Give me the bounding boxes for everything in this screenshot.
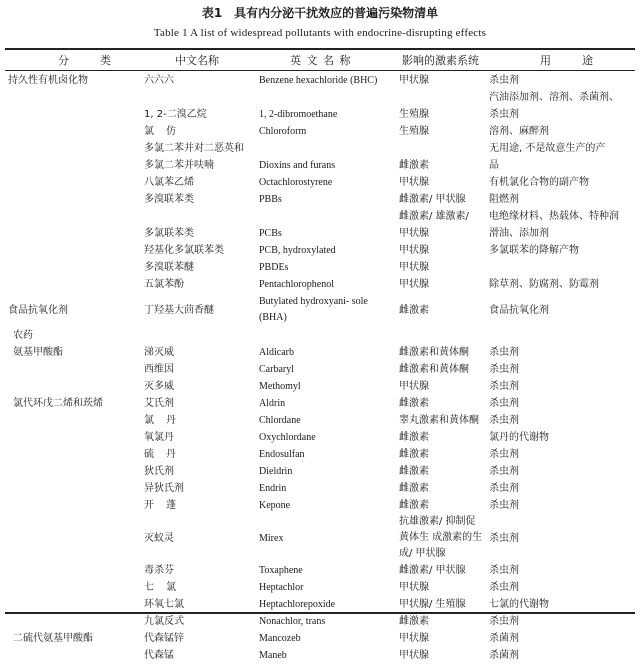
table-row bbox=[5, 191, 635, 208]
row-use: 滑油、添加剂 bbox=[489, 228, 549, 239]
row-use: 无用途, 不是故意生产的产 bbox=[489, 143, 606, 154]
row-name-en: Carbaryl bbox=[259, 364, 294, 375]
row-category bbox=[5, 140, 140, 157]
row-name-zh: 五氯苯酚 bbox=[144, 279, 184, 290]
row-use: 杀虫剂 bbox=[489, 466, 519, 477]
table-row bbox=[5, 514, 635, 562]
row-use: 杀虫剂 bbox=[489, 347, 519, 358]
row-name-en: Nonachlor, trans bbox=[259, 616, 326, 627]
row-category bbox=[5, 106, 140, 123]
row-use: 杀虫剂 bbox=[489, 398, 519, 409]
row-use: 有机氯化合物的副产物 bbox=[489, 177, 589, 188]
row-category bbox=[5, 412, 140, 429]
table-title-en: Table 1 A list of widespread pollutants with endocrine-disrupting effects bbox=[153, 27, 487, 39]
row-use: 溶剂、麻醉剂 bbox=[489, 126, 549, 137]
row-use: 杀虫剂 bbox=[489, 483, 519, 494]
row-hormone: 雌激素/ 雄激素/ bbox=[399, 211, 469, 222]
row-name-zh: 代森锰锌 bbox=[144, 633, 184, 644]
header-name-en: 英 文 名 称 bbox=[290, 54, 352, 67]
row-use: 杀菌剂 bbox=[489, 633, 519, 644]
row-hormone: 雌激素 bbox=[399, 500, 429, 511]
row-category bbox=[5, 157, 140, 174]
row-use bbox=[485, 327, 635, 344]
row-name-zh: 多溴联苯醚 bbox=[144, 262, 194, 273]
row-name-en bbox=[255, 327, 395, 344]
row-name-zh: 氯 丹 bbox=[144, 415, 177, 426]
row-category: 氨基甲酸酯 bbox=[13, 347, 63, 358]
row-category bbox=[5, 191, 140, 208]
table-row bbox=[5, 412, 635, 429]
row-name-en: 1, 2-dibromoethane bbox=[259, 109, 338, 120]
row-category bbox=[5, 429, 140, 446]
row-hormone bbox=[395, 327, 485, 344]
header-use: 用 途 bbox=[540, 54, 603, 67]
table-row bbox=[5, 72, 635, 89]
row-name-en: Heptachlor bbox=[259, 582, 304, 593]
row-hormone: 睾丸激素和黄体酮 bbox=[399, 415, 479, 426]
row-name-en: Pentachlorophenol bbox=[259, 279, 334, 290]
row-name-en: Mancozeb bbox=[259, 633, 301, 644]
row-hormone bbox=[395, 140, 485, 157]
row-use: 杀虫剂 bbox=[489, 364, 519, 375]
row-name-zh: 多氯二苯并对二恶英和 bbox=[144, 143, 244, 154]
row-name-zh: 艾氏剂 bbox=[144, 398, 174, 409]
row-name-zh: 八氯苯乙烯 bbox=[144, 177, 194, 188]
row-hormone: 甲状腺 bbox=[399, 381, 429, 392]
row-use: 阻燃剂 bbox=[489, 194, 519, 205]
table-row bbox=[5, 562, 635, 579]
row-name-en bbox=[255, 208, 395, 225]
row-category bbox=[5, 562, 140, 579]
row-name-zh: 羟基化多氯联苯类 bbox=[144, 245, 224, 256]
row-category bbox=[5, 89, 140, 106]
table-row bbox=[5, 259, 635, 276]
row-category bbox=[5, 208, 140, 225]
row-use: 杀虫剂 bbox=[489, 381, 519, 392]
row-category: 食品抗氧化剂 bbox=[8, 304, 68, 316]
table-row bbox=[5, 497, 635, 514]
row-name-en: Dioxins and furans bbox=[259, 160, 336, 171]
row-category bbox=[5, 174, 140, 191]
pollutant-table bbox=[5, 72, 635, 664]
row-name-en: Chlordane bbox=[259, 415, 301, 426]
row-name-en: Mirex bbox=[259, 532, 284, 544]
row-use bbox=[485, 259, 635, 276]
row-hormone: 甲状腺/ 生殖腺 bbox=[399, 599, 466, 610]
row-hormone: 雌激素 bbox=[399, 449, 429, 460]
row-name-zh: 硫 丹 bbox=[144, 449, 177, 460]
row-name-en bbox=[255, 140, 395, 157]
row-use: 汽油添加剂、溶剂、杀菌剂、 bbox=[489, 92, 619, 103]
row-name-en: Methomyl bbox=[259, 381, 301, 392]
row-use: 氯丹的代谢物 bbox=[489, 432, 549, 443]
table-title-zh: 表1 具有内分泌干扰效应的普遍污染物清单 bbox=[201, 6, 439, 20]
row-name-en: Butylated hydroxyani- sole (BHA) bbox=[259, 296, 368, 323]
row-use: 杀虫剂 bbox=[489, 565, 519, 576]
row-name-en: Toxaphene bbox=[259, 565, 303, 576]
row-name-zh: 七 氯 bbox=[144, 582, 177, 593]
row-hormone: 甲状腺 bbox=[399, 177, 429, 188]
row-hormone: 生殖腺 bbox=[399, 109, 429, 120]
row-category bbox=[5, 123, 140, 140]
row-hormone: 雌激素 bbox=[399, 304, 429, 316]
row-name-zh: 九氯反式 bbox=[144, 616, 184, 627]
row-hormone: 甲状腺 bbox=[399, 245, 429, 256]
row-name-en: Aldicarb bbox=[259, 347, 294, 358]
row-hormone: 甲状腺 bbox=[399, 633, 429, 644]
table-row bbox=[5, 208, 635, 225]
row-name-en bbox=[255, 89, 395, 106]
row-hormone: 甲状腺 bbox=[399, 262, 429, 273]
row-hormone: 甲状腺 bbox=[399, 279, 429, 290]
row-category bbox=[5, 579, 140, 596]
row-category bbox=[5, 647, 140, 664]
row-use: 杀虫剂 bbox=[489, 500, 519, 511]
table-row bbox=[5, 327, 635, 344]
row-category bbox=[5, 480, 140, 497]
row-use: 除草剂、防腐剂、防霉剂 bbox=[489, 279, 599, 290]
header-rule bbox=[5, 70, 635, 71]
row-name-en: Benzene hexachloride (BHC) bbox=[259, 75, 378, 86]
row-name-en: PBBs bbox=[259, 194, 282, 205]
row-name-zh: 多氯二苯并呋喃 bbox=[144, 160, 214, 171]
row-name-en: Oxychlordane bbox=[259, 432, 316, 443]
row-use: 杀虫剂 bbox=[489, 582, 519, 593]
row-category bbox=[5, 361, 140, 378]
row-name-zh: 狄氏剂 bbox=[144, 466, 174, 477]
row-hormone: 雌激素/ 甲状腺 bbox=[399, 565, 466, 576]
table-row bbox=[5, 596, 635, 613]
row-hormone: 雌激素 bbox=[399, 432, 429, 443]
row-name-zh: 丁羟基大茴香醚 bbox=[144, 304, 214, 316]
row-use: 杀虫剂 bbox=[489, 109, 519, 120]
row-use: 杀虫剂 bbox=[489, 616, 519, 627]
row-hormone: 雌激素和黄体酮 bbox=[399, 364, 469, 375]
row-name-en: Octachlorostyrene bbox=[259, 177, 333, 188]
table-row bbox=[5, 429, 635, 446]
table-row bbox=[5, 344, 635, 361]
row-category: 持久性有机卤化物 bbox=[8, 75, 88, 86]
row-use: 杀虫剂 bbox=[489, 532, 519, 544]
table-row bbox=[5, 647, 635, 664]
row-category bbox=[5, 497, 140, 514]
row-hormone: 甲状腺 bbox=[399, 228, 429, 239]
row-name-zh bbox=[140, 327, 255, 344]
row-name-zh: 代森锰 bbox=[144, 650, 174, 661]
row-name-en: Heptachlorepoxide bbox=[259, 599, 336, 610]
row-name-zh: 六六六 bbox=[144, 75, 174, 86]
table-row bbox=[5, 276, 635, 293]
table-row bbox=[5, 140, 635, 157]
row-name-zh: 西维因 bbox=[144, 364, 174, 375]
row-name-zh: 氯 仿 bbox=[144, 126, 177, 137]
bottom-rule bbox=[5, 612, 635, 614]
row-name-en: Dieldrin bbox=[259, 466, 293, 477]
row-name-zh bbox=[140, 89, 255, 106]
row-hormone: 雌激素 bbox=[399, 483, 429, 494]
table-row bbox=[5, 579, 635, 596]
row-hormone bbox=[395, 89, 485, 106]
row-hormone: 抗雄激素/ 抑制促黄体生 成激素的生成/ 甲状腺 bbox=[399, 516, 483, 559]
header-hormone: 影响的激素系统 bbox=[402, 54, 479, 67]
row-name-zh: 环氧七氯 bbox=[144, 599, 184, 610]
row-name-zh: 多溴联苯类 bbox=[144, 194, 194, 205]
row-category bbox=[5, 463, 140, 480]
row-name-zh: 开 蓬 bbox=[144, 500, 177, 511]
table-row bbox=[5, 106, 635, 123]
row-category bbox=[5, 276, 140, 293]
row-hormone: 雌激素/ 甲状腺 bbox=[399, 194, 466, 205]
row-name-zh bbox=[140, 208, 255, 225]
table-row bbox=[5, 123, 635, 140]
row-use: 杀虫剂 bbox=[489, 449, 519, 460]
row-name-zh: 1, 2-二溴乙烷 bbox=[144, 109, 207, 120]
row-category bbox=[5, 613, 140, 630]
top-rule bbox=[5, 48, 635, 50]
row-use: 食品抗氧化剂 bbox=[489, 304, 549, 316]
table-row bbox=[5, 89, 635, 106]
table-row bbox=[5, 361, 635, 378]
row-name-en: Aldrin bbox=[259, 398, 286, 409]
row-use: 杀菌剂 bbox=[489, 650, 519, 661]
row-use: 七氯的代谢物 bbox=[489, 599, 549, 610]
row-name-en: PCB, hydroxylated bbox=[259, 245, 336, 256]
row-hormone: 雌激素 bbox=[399, 398, 429, 409]
row-name-en: Chloroform bbox=[259, 126, 307, 137]
table-row bbox=[5, 174, 635, 191]
row-hormone: 甲状腺 bbox=[399, 75, 429, 86]
row-category bbox=[5, 225, 140, 242]
table-row bbox=[5, 293, 635, 327]
row-name-zh: 灭蚁灵 bbox=[144, 532, 174, 544]
row-category: 二硫代氨基甲酸酯 bbox=[13, 633, 93, 644]
table-row bbox=[5, 613, 635, 630]
table-row bbox=[5, 378, 635, 395]
table-row bbox=[5, 157, 635, 174]
table-row bbox=[5, 225, 635, 242]
row-hormone: 雌激素 bbox=[399, 466, 429, 477]
row-hormone: 甲状腺 bbox=[399, 582, 429, 593]
row-name-en: Endrin bbox=[259, 483, 287, 494]
row-name-en: PCBs bbox=[259, 228, 282, 239]
row-hormone: 雌激素和黄体酮 bbox=[399, 347, 469, 358]
row-category: 氯代环戊二烯和莰烯 bbox=[13, 398, 103, 409]
row-use: 电绝缘材料、热载体、特种润 bbox=[489, 211, 619, 222]
row-use: 品 bbox=[489, 160, 499, 171]
row-name-zh: 涕灭威 bbox=[144, 347, 174, 358]
table-row bbox=[5, 395, 635, 412]
row-name-zh: 异狄氏剂 bbox=[144, 483, 184, 494]
row-name-zh: 毒杀芬 bbox=[144, 565, 174, 576]
row-category bbox=[5, 259, 140, 276]
row-name-en: Maneb bbox=[259, 650, 287, 661]
row-category bbox=[5, 378, 140, 395]
row-use: 多氯联苯的降解产物 bbox=[489, 245, 579, 256]
table-row bbox=[5, 630, 635, 647]
table-row bbox=[5, 242, 635, 259]
row-category: 农药 bbox=[13, 330, 33, 341]
table-row bbox=[5, 463, 635, 480]
row-category bbox=[5, 446, 140, 463]
row-category bbox=[5, 514, 140, 562]
row-name-en: PBDEs bbox=[259, 262, 289, 273]
table-row bbox=[5, 446, 635, 463]
row-use: 杀虫剂 bbox=[489, 75, 519, 86]
row-hormone: 甲状腺 bbox=[399, 650, 429, 661]
header-name-zh: 中文名称 bbox=[175, 54, 219, 67]
row-name-en: Kepone bbox=[259, 500, 291, 511]
row-category bbox=[5, 596, 140, 613]
row-hormone: 雌激素 bbox=[399, 160, 429, 171]
header-category: 分 类 bbox=[58, 54, 121, 67]
row-hormone: 生殖腺 bbox=[399, 126, 429, 137]
row-name-zh: 多氯联苯类 bbox=[144, 228, 194, 239]
row-category bbox=[5, 242, 140, 259]
row-name-zh: 氧氯丹 bbox=[144, 432, 174, 443]
row-name-en: Endosulfan bbox=[259, 449, 305, 460]
table-row bbox=[5, 480, 635, 497]
row-hormone: 雌激素 bbox=[399, 616, 429, 627]
row-name-zh: 灭多威 bbox=[144, 381, 174, 392]
row-use: 杀虫剂 bbox=[489, 415, 519, 426]
